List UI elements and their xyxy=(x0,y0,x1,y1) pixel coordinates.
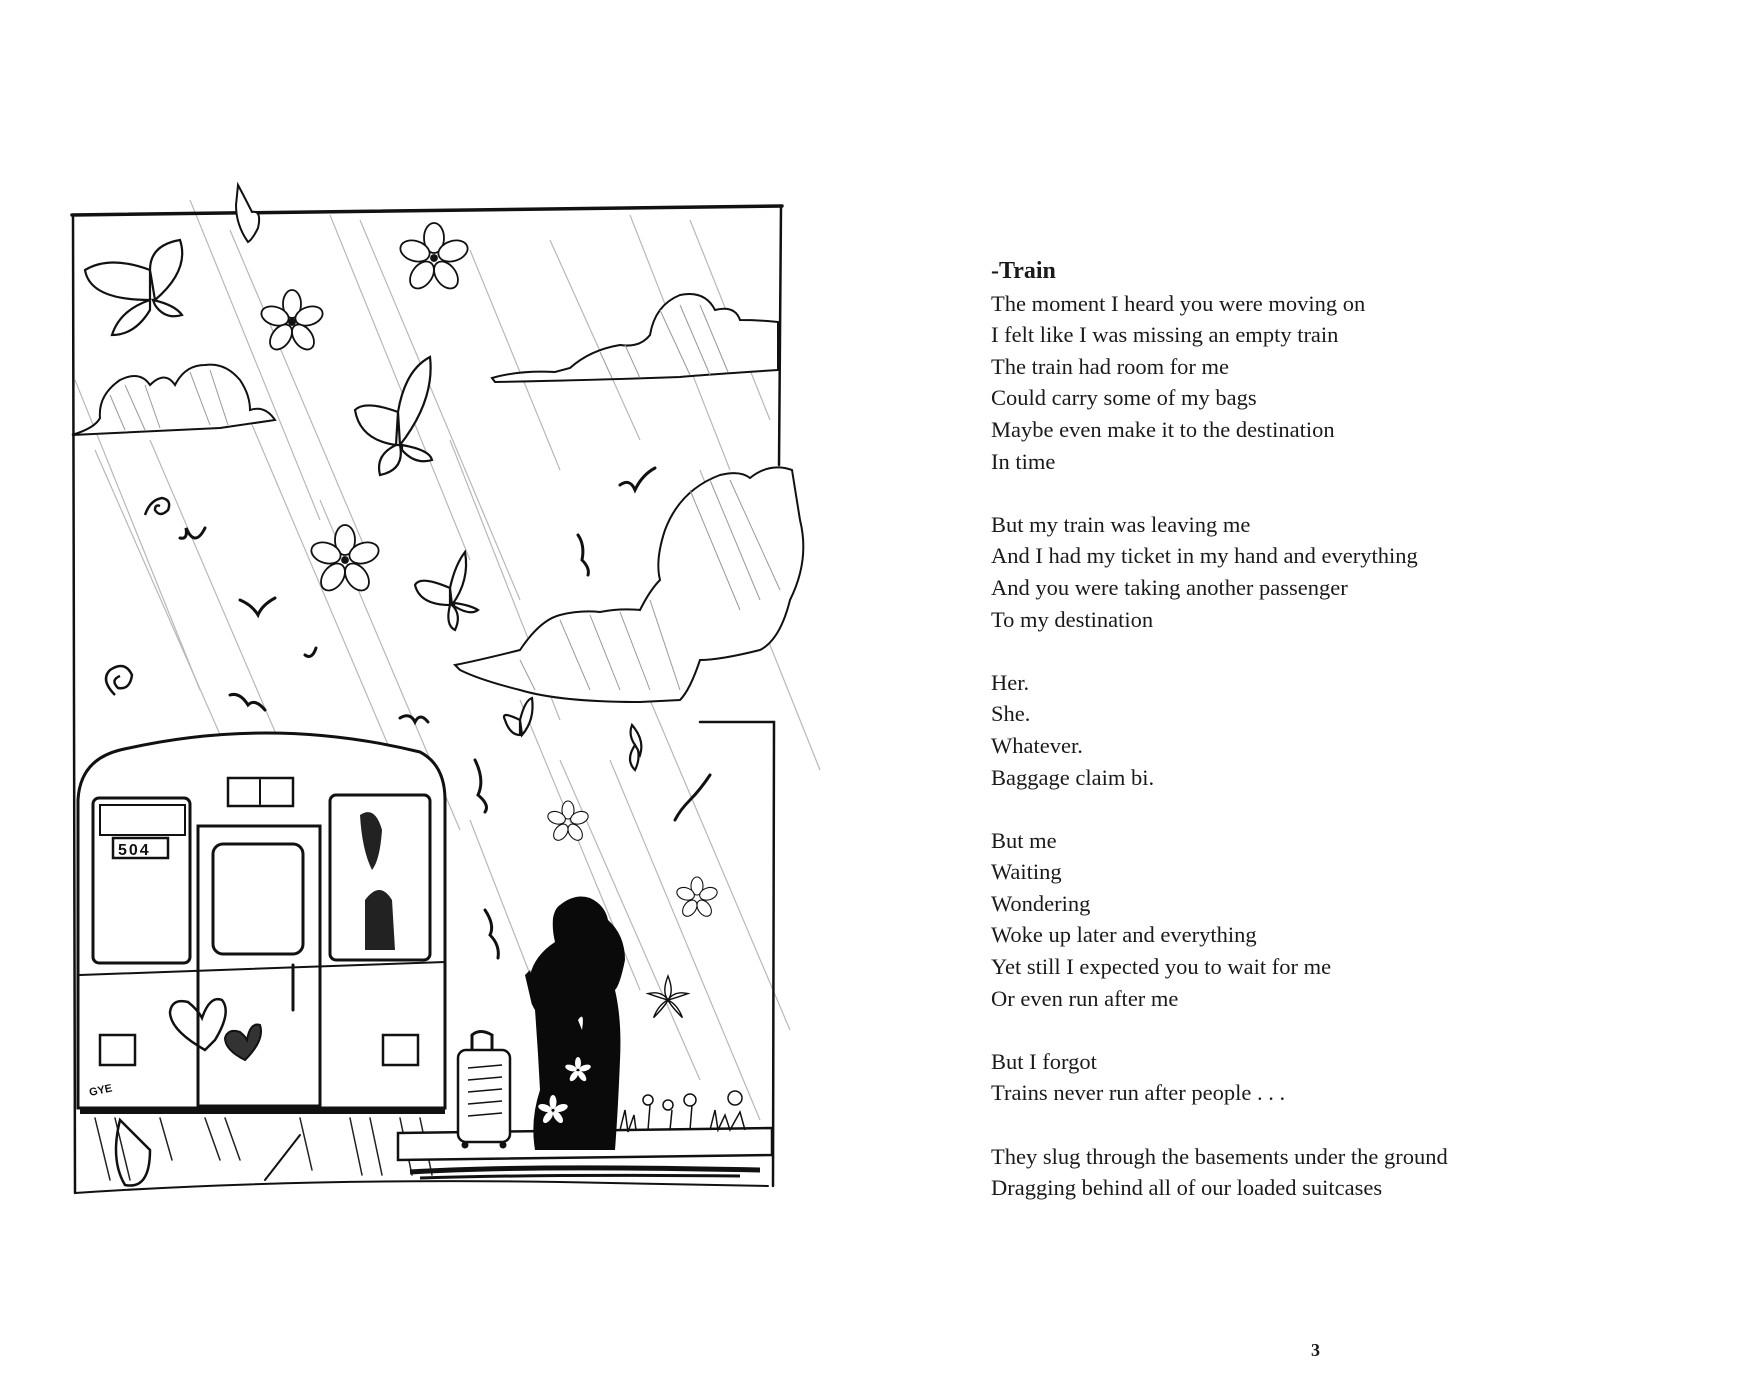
flower-4 xyxy=(546,801,590,843)
poem-line: Yet still I expected you to wait for me xyxy=(991,954,1332,980)
cloud-right-top xyxy=(492,294,778,382)
poem-line: Baggage claim bi. xyxy=(991,764,1155,790)
poem-line: Or even run after me xyxy=(991,985,1179,1011)
grass xyxy=(620,1091,745,1132)
poem-line: But I forgot xyxy=(991,1048,1097,1074)
woman-silhouette xyxy=(525,897,625,1150)
butterfly-3 xyxy=(415,552,478,630)
stanza-6 xyxy=(991,1141,1631,1204)
leaf-top xyxy=(236,185,259,242)
stanza-1 xyxy=(991,288,1631,478)
poem-line: Her. xyxy=(991,669,1030,695)
poem-line: The train had room for me xyxy=(991,353,1230,379)
stanza-5 xyxy=(991,1046,1631,1109)
poem xyxy=(991,256,1631,1204)
poem-line: In time xyxy=(991,448,1056,474)
poem-line: And I had my ticket in my hand and everything xyxy=(991,543,1418,569)
poem-line: I felt like I was missing an empty train xyxy=(991,322,1339,348)
flower-6 xyxy=(648,976,688,1018)
butterfly-5 xyxy=(630,725,641,770)
poem-line: Wondering xyxy=(991,890,1091,916)
stanza-4 xyxy=(991,825,1631,1015)
butterfly-1 xyxy=(85,240,182,335)
poem-line: Maybe even make it to the destination xyxy=(991,416,1335,442)
poem-title: -Train xyxy=(991,258,1056,284)
train-illustration-svg xyxy=(0,0,830,1250)
poem-line: But me xyxy=(991,827,1057,853)
flower-2 xyxy=(398,223,471,293)
poem-line: Trains never run after people . . . xyxy=(991,1080,1286,1106)
suitcase xyxy=(458,1032,510,1149)
stanza-3 xyxy=(991,667,1631,793)
poem-line: And you were taking another passenger xyxy=(991,574,1348,600)
poem-line: But my train was leaving me xyxy=(991,511,1251,537)
poem-line: She. xyxy=(991,701,1031,727)
artist-signature: GYE xyxy=(88,1082,114,1099)
flower-1 xyxy=(259,290,325,354)
poem-line: The moment I heard you were moving on xyxy=(991,290,1366,316)
flower-5 xyxy=(675,877,719,919)
poem-line: Woke up later and everything xyxy=(991,922,1257,948)
train-number: 504 xyxy=(118,842,151,859)
cloud-left xyxy=(72,365,275,435)
poem-line: To my destination xyxy=(991,606,1154,632)
poem-line: Dragging behind all of our loaded suitcases xyxy=(991,1175,1383,1201)
illustration xyxy=(0,0,830,1250)
poem-line: Could carry some of my bags xyxy=(991,385,1257,411)
stanza-2 xyxy=(991,509,1631,635)
butterfly-4 xyxy=(504,698,533,735)
train xyxy=(78,733,445,1186)
poem-line: Waiting xyxy=(991,859,1062,885)
page-number: 3 xyxy=(1311,1340,1320,1360)
poem-line: They slug through the basements under the ground xyxy=(991,1143,1448,1169)
poem-line: Whatever. xyxy=(991,732,1083,758)
butterfly-2 xyxy=(355,357,432,475)
